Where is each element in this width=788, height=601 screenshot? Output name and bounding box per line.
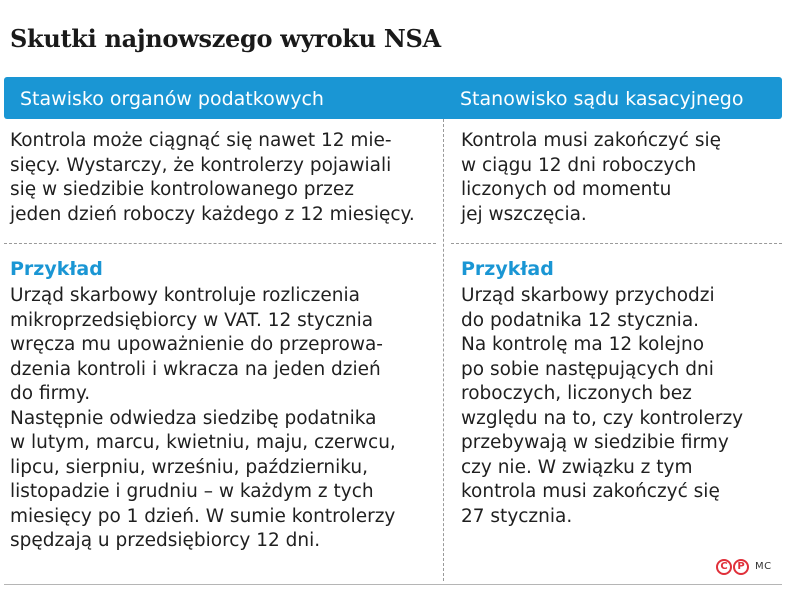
text-line: lipcu, sierpniu, wrześniu, październiku,: [10, 456, 369, 478]
text-line: do podatnika 12 stycznia.: [461, 309, 700, 331]
text-line: dzenia kontroli i wkracza na jeden dzień: [10, 358, 381, 380]
left-row-divider: [4, 243, 436, 244]
right-row-divider: [451, 243, 782, 244]
text-line: jeden dzień roboczy każdego z 12 miesięcy.: [10, 203, 415, 225]
right-example-label: Przykład: [461, 258, 554, 280]
text-line: wręcza mu upoważnienie do przeprowa-: [10, 334, 383, 355]
text-line: mikroprzedsiębiorcy w VAT. 12 stycznia: [10, 309, 374, 331]
column-divider: [443, 119, 444, 581]
right-example-text: [461, 284, 743, 529]
text-line: kontrola musi zakończyć się: [461, 481, 720, 502]
publisher-logo: [716, 557, 750, 577]
text-line: 27 stycznia.: [461, 505, 573, 527]
text-line: czy nie. W związku z tym: [461, 456, 693, 478]
text-line: przebywają w siedzibie firmy: [461, 432, 729, 453]
text-line: spędzają u przedsiębiorcy 12 dni.: [10, 530, 321, 551]
text-line: w ciągu 12 dni roboczych: [461, 154, 697, 176]
text-line: roboczych, liczonych bez: [461, 383, 692, 404]
text-line: sięcy. Wystarczy, że kontrolerzy pojawiali: [10, 154, 392, 176]
text-line: Na kontrolę ma 12 kolejno: [461, 334, 705, 355]
left-summary: [10, 129, 415, 227]
text-line: do firmy.: [10, 383, 91, 404]
text-line: Kontrola może ciągnąć się nawet 12 mie-: [10, 130, 392, 151]
text-line: miesięcy po 1 dzień. W sumie kontrolerzy: [10, 505, 396, 527]
logo-p-icon: P: [733, 559, 749, 575]
logo-c-icon: C: [716, 559, 732, 575]
text-line: listopadzie i grudniu – w każdym z tych: [10, 481, 374, 502]
text-line: liczonych od momentu: [461, 179, 672, 200]
left-column-header: Stawisko organów podatkowych: [20, 88, 324, 110]
text-line: w lutym, marcu, kwietniu, maju, czerwcu,: [10, 432, 396, 453]
text-line: Następnie odwiedza siedzibę podatnika: [10, 407, 377, 429]
text-line: względu na to, czy kontrolerzy: [461, 407, 744, 429]
text-line: Urząd skarbowy kontroluje rozliczenia: [10, 285, 360, 306]
text-line: Kontrola musi zakończyć się: [461, 130, 721, 151]
page-title: Skutki najnowszego wyroku NSA: [10, 24, 441, 53]
text-line: po sobie następujących dni: [461, 358, 714, 380]
right-summary: [461, 129, 721, 227]
text-line: Urząd skarbowy przychodzi: [461, 285, 715, 306]
text-line: się w siedzibie kontrolowanego przez: [10, 179, 354, 200]
author-initials: MC: [755, 561, 772, 572]
right-column-header: Stanowisko sądu kasacyjnego: [460, 88, 744, 110]
text-line: jej wszczęcia.: [461, 203, 587, 225]
bottom-rule: [4, 584, 782, 585]
left-example-label: Przykład: [10, 258, 103, 280]
left-example-text: [10, 284, 396, 554]
